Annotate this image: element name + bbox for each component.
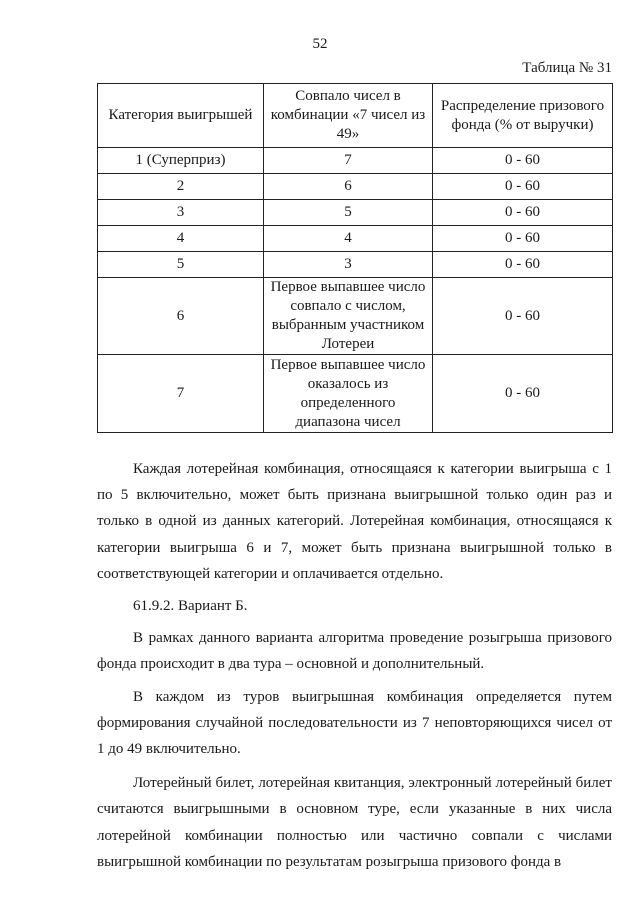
cell-matched: 3 bbox=[264, 252, 433, 278]
cell-percent: 0 - 60 bbox=[433, 226, 613, 252]
cell-matched: 7 bbox=[264, 148, 433, 174]
cell-percent: 0 - 60 bbox=[433, 252, 613, 278]
body-text bbox=[97, 456, 612, 875]
table-row bbox=[98, 174, 613, 200]
cell-matched: Первое выпавшее число совпало с числом, выбранным участником Лотереи bbox=[264, 278, 433, 355]
cell-category: 4 bbox=[98, 226, 264, 252]
cell-matched: Первое выпавшее число оказалось из определенного диапазона чисел bbox=[264, 355, 433, 433]
paragraph-category-rules: Каждая лотерейная комбинация, относящаяся к категории выигрыша с 1 по 5 включительно, может быть признана выигрышной только один раз и только в одной из данных категорий. Лотерейная комбинация, относящаяся к категории выигрыша 6 и 7, может быть признана выигрышной только в соответствующей категории и оплачивается отдельно. bbox=[97, 461, 612, 582]
paragraph-winning-combination: В каждом из туров выигрышная комбинация определяется путем формирования случайной последовательности из 7 неповторяющихся чисел от 1 до 49 включительно. bbox=[97, 688, 612, 758]
table-header-row bbox=[98, 84, 613, 148]
cell-percent: 0 - 60 bbox=[433, 174, 613, 200]
cell-matched: 6 bbox=[264, 174, 433, 200]
table-row bbox=[98, 148, 613, 174]
table-row bbox=[98, 355, 613, 433]
cell-category: 3 bbox=[98, 200, 264, 226]
paragraph-two-rounds: В рамках данного варианта алгоритма проведение розыгрыша призового фонда происходит в два тура – основной и дополнительный. bbox=[97, 630, 612, 673]
cell-matched: 5 bbox=[264, 200, 433, 226]
table-caption: Таблица № 31 bbox=[522, 60, 612, 76]
cell-matched: 4 bbox=[264, 226, 433, 252]
table-row bbox=[98, 252, 613, 278]
table-row bbox=[98, 200, 613, 226]
paragraph-section-heading: 61.9.2. Вариант Б. bbox=[133, 598, 248, 615]
cell-percent: 0 - 60 bbox=[433, 278, 613, 355]
paragraph-winning-ticket: Лотерейный билет, лотерейная квитанция, электронный лотерейный билет считаются выигрышными в основном туре, если указанные в них числа лотерейной комбинации полностью или частично совпали с числами выигрышной комбинации по результатам розыгрыша призового фонда в bbox=[97, 775, 612, 870]
cell-percent: 0 - 60 bbox=[433, 200, 613, 226]
cell-category: 7 bbox=[98, 355, 264, 433]
prize-distribution-table bbox=[97, 83, 613, 433]
header-category: Категория выигрышей bbox=[98, 84, 264, 148]
header-fund-distribution: Распределение призового фонда (% от выручки) bbox=[433, 84, 613, 148]
cell-category: 2 bbox=[98, 174, 264, 200]
header-matched-numbers: Совпало чисел в комбинации «7 чисел из 49» bbox=[264, 84, 433, 148]
table-row bbox=[98, 278, 613, 355]
cell-category: 6 bbox=[98, 278, 264, 355]
page-number: 52 bbox=[312, 36, 328, 52]
cell-category: 5 bbox=[98, 252, 264, 278]
cell-category: 1 (Суперприз) bbox=[98, 148, 264, 174]
table-row bbox=[98, 226, 613, 252]
cell-percent: 0 - 60 bbox=[433, 355, 613, 433]
cell-percent: 0 - 60 bbox=[433, 148, 613, 174]
